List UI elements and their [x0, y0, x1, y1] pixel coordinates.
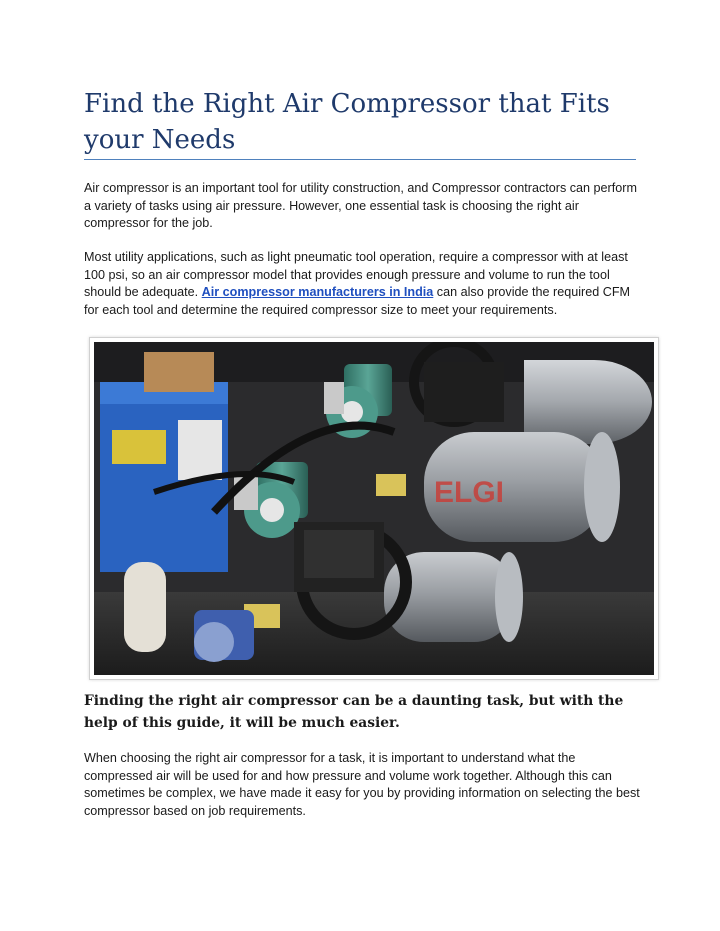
- document-title: Find the Right Air Compressor that Fits your Needs: [84, 89, 610, 155]
- paragraph-text-after-link: can also provide the required CFM for each tool and determine the required compressor size to meet your requirements.: [84, 285, 631, 317]
- air-compressors-image: [94, 342, 654, 675]
- white-cylinder: [124, 562, 166, 652]
- selection-paragraph: When choosing the right air compressor for a task, it is important to understand what the compressed air will be used for and how pressure and volume work together. Although this can sometimes be complex, we have made it easy for you by providing information on selecting the best compressor based on job requirements.: [84, 751, 640, 818]
- requirements-paragraph: [84, 249, 640, 319]
- title-divider: [84, 159, 636, 160]
- tank-brand-lettering: ELGI: [434, 476, 505, 509]
- compressor-photo-frame: [89, 337, 659, 680]
- intro-paragraph: Air compressor is an important tool for utility construction, and Compressor contractors can perform a variety of tasks using air pressure. However, one essential task is choosing the right air compressor for the job.: [84, 181, 637, 231]
- manufacturers-link[interactable]: Air compressor manufacturers in India: [201, 285, 434, 300]
- compressor-photo: [94, 342, 654, 675]
- paragraph-text-before-link: Most utility applications, such as light pneumatic tool operation, require a compressor with at least 100 psi, so an air compressor model that provides enough pressure and volume to run the tool should be adequate.: [84, 250, 628, 300]
- section-subheading: Finding the right air compressor can be a daunting task, but with the help of this guide, it will be much easier.: [84, 693, 624, 731]
